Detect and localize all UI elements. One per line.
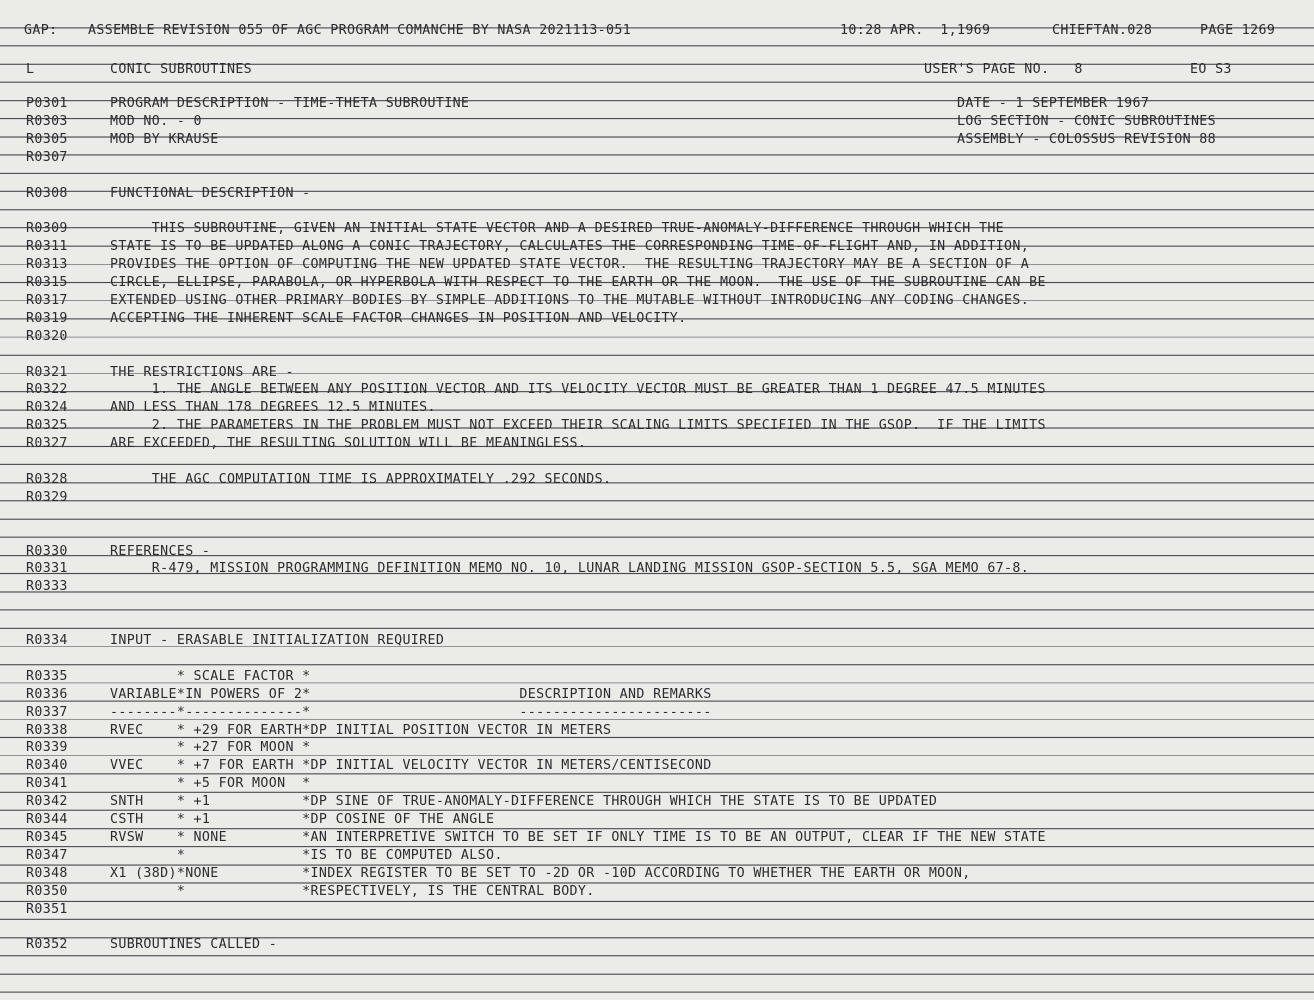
listing-line	[0, 202, 1314, 220]
listing-line	[0, 489, 1314, 507]
page-number: PAGE 1269	[1200, 23, 1276, 38]
line-right-note: ASSEMBLY - COLOSSUS REVISION 88	[957, 131, 1217, 147]
line-text: FUNCTIONAL DESCRIPTION -	[110, 185, 311, 201]
listing-line	[0, 220, 1314, 238]
line-label: R0328	[26, 471, 68, 487]
line-label: R0342	[26, 794, 68, 810]
line-label: R0324	[26, 400, 68, 416]
line-label: R0311	[26, 239, 68, 255]
page-header	[0, 22, 1314, 40]
listing-line	[0, 829, 1314, 847]
line-text: VVEC * +7 FOR EARTH *DP INITIAL VELOCITY VECTOR IN METERS/CENTISECOND	[110, 758, 712, 774]
line-label: R0336	[26, 686, 68, 702]
line-text: PROVIDES THE OPTION OF COMPUTING THE NEW UPDATED STATE VECTOR. THE RESULTING TRAJECTORY MAY BE A SECTION OF A	[110, 257, 1030, 273]
line-label: R0321	[26, 364, 68, 380]
line-label: R0331	[26, 561, 68, 577]
line-right-note: LOG SECTION - CONIC SUBROUTINES	[957, 113, 1217, 129]
line-text: THE AGC COMPUTATION TIME IS APPROXIMATELY .292 SECONDS.	[110, 471, 612, 487]
listing-line	[0, 256, 1314, 274]
listing-line	[0, 883, 1314, 901]
line-label: R0307	[26, 149, 68, 165]
listing-line	[0, 936, 1314, 954]
line-label: R0320	[26, 328, 68, 344]
listing-line	[0, 793, 1314, 811]
listing-line	[0, 274, 1314, 292]
listing-line	[0, 238, 1314, 256]
listing-line	[0, 596, 1314, 614]
listing-line	[0, 471, 1314, 489]
line-text: * +5 FOR MOON *	[110, 776, 311, 792]
line-label: R0325	[26, 418, 68, 434]
line-text: THIS SUBROUTINE, GIVEN AN INITIAL STATE VECTOR AND A DESIRED TRUE-ANOMALY-DIFFERENCE THROUGH WHICH THE	[110, 221, 1005, 237]
listing-line	[0, 399, 1314, 417]
listing-line	[0, 543, 1314, 561]
listing-line	[0, 328, 1314, 346]
line-label: R0333	[26, 579, 68, 595]
listing-line	[0, 722, 1314, 740]
users-page: USER'S PAGE NO. 8	[924, 62, 1083, 77]
line-text: SNTH * +1 *DP SINE OF TRUE-ANOMALY-DIFFERENCE THROUGH WHICH THE STATE IS TO BE UPDATED	[110, 794, 938, 810]
line-text: AND LESS THAN 178 DEGREES 12.5 MINUTES.	[110, 400, 436, 416]
line-text: CIRCLE, ELLIPSE, PARABOLA, OR HYPERBOLA WITH RESPECT TO THE EARTH OR THE MOON. THE USE OF THE SUBROUTINE CAN BE	[110, 275, 1046, 290]
listing-line	[0, 865, 1314, 883]
listing-line	[0, 757, 1314, 775]
line-label: R0322	[26, 382, 68, 398]
listing-line	[0, 417, 1314, 435]
listing-line	[0, 847, 1314, 865]
section-code: EO S3	[1190, 62, 1232, 77]
listing-line	[0, 95, 1314, 113]
line-text: RVSW * NONE *AN INTERPRETIVE SWITCH TO BE SET IF ONLY TIME IS TO BE AN OUTPUT, CLEAR IF THE NEW STATE	[110, 829, 1046, 845]
line-label: P0301	[26, 96, 68, 111]
listing-line	[0, 901, 1314, 919]
line-label: R0305	[26, 131, 68, 147]
line-label: R0313	[26, 257, 68, 273]
line-text: RVEC * +29 FOR EARTH*DP INITIAL POSITION VECTOR IN METERS	[110, 722, 612, 738]
line-label: R0344	[26, 812, 68, 827]
line-text: MOD BY KRAUSE	[110, 131, 219, 147]
line-text: --------*--------------* -----------------------	[110, 704, 712, 720]
line-text: EXTENDED USING OTHER PRIMARY BODIES BY SIMPLE ADDITIONS TO THE MUTABLE WITHOUT INTRODUCING ANY CODING CHANGES.	[110, 292, 1030, 308]
listing-line	[0, 704, 1314, 722]
line-label: R0339	[26, 740, 68, 756]
line-text: 1. THE ANGLE BETWEEN ANY POSITION VECTOR AND ITS VELOCITY VECTOR MUST BE GREATER THAN 1 DEGREE 47.5 MINUTES	[110, 382, 1046, 398]
listing-line	[0, 739, 1314, 757]
line-label: R0334	[26, 633, 68, 648]
line-text: THE RESTRICTIONS ARE -	[110, 364, 294, 380]
line-label: R0351	[26, 901, 68, 917]
line-label: R0303	[26, 113, 68, 129]
listing-line	[0, 775, 1314, 793]
line-label: R0340	[26, 758, 68, 774]
listing-line	[0, 435, 1314, 453]
line-label: R0337	[26, 704, 68, 720]
line-label: R0347	[26, 847, 68, 863]
line-label: R0317	[26, 292, 68, 308]
listing-line	[0, 686, 1314, 704]
line-text: * +27 FOR MOON *	[110, 740, 311, 756]
line-text: INPUT - ERASABLE INITIALIZATION REQUIRED	[110, 633, 445, 648]
line-label: R0315	[26, 275, 68, 290]
line-right-note: DATE - 1 SEPTEMBER 1967	[957, 96, 1150, 111]
section-title: CONIC SUBROUTINES	[110, 62, 253, 77]
line-label: R0308	[26, 185, 68, 201]
listing-line	[0, 632, 1314, 650]
listing-line	[0, 113, 1314, 131]
line-text: VARIABLE*IN POWERS OF 2* DESCRIPTION AND REMARKS	[110, 686, 712, 702]
listing-line	[0, 292, 1314, 310]
listing-line	[0, 453, 1314, 471]
line-text: R-479, MISSION PROGRAMMING DEFINITION MEMO NO. 10, LUNAR LANDING MISSION GSOP-SECTION 5.5, SGA MEMO 67-8.	[110, 561, 1030, 577]
assemble-info: ASSEMBLE REVISION 055 OF AGC PROGRAM COMANCHE BY NASA 2021113-051	[88, 23, 632, 38]
listing-line	[0, 185, 1314, 203]
line-text: * SCALE FACTOR *	[110, 668, 311, 684]
line-text: ARE EXCEEDED, THE RESULTING SOLUTION WILL BE MEANINGLESS.	[110, 436, 587, 452]
line-label: R0345	[26, 829, 68, 845]
listing-line	[0, 918, 1314, 936]
line-label: R0350	[26, 883, 68, 899]
section-letter: L	[26, 62, 35, 77]
listing-line	[0, 149, 1314, 167]
line-text: SUBROUTINES CALLED -	[110, 937, 278, 953]
chieftan-id: CHIEFTAN.028	[1052, 23, 1153, 38]
listing-line	[0, 650, 1314, 668]
line-text: REFERENCES -	[110, 543, 211, 559]
line-label: R0329	[26, 489, 68, 505]
listing-line	[0, 381, 1314, 399]
line-text: 2. THE PARAMETERS IN THE PROBLEM MUST NOT EXCEED THEIR SCALING LIMITS SPECIFIED IN THE GSOP. IF THE LIMITS	[110, 418, 1046, 434]
listing-line	[0, 811, 1314, 829]
line-text: MOD NO. - 0	[110, 113, 202, 129]
line-label: R0348	[26, 865, 68, 881]
line-text: CSTH * +1 *DP COSINE OF THE ANGLE	[110, 812, 495, 827]
listing-line	[0, 560, 1314, 578]
line-label: R0335	[26, 668, 68, 684]
line-label: R0341	[26, 776, 68, 792]
listing-line	[0, 614, 1314, 632]
line-text: ACCEPTING THE INHERENT SCALE FACTOR CHANGES IN POSITION AND VELOCITY.	[110, 310, 687, 326]
line-text: * *IS TO BE COMPUTED ALSO.	[110, 847, 503, 863]
line-text: PROGRAM DESCRIPTION - TIME-THETA SUBROUTINE	[110, 96, 470, 111]
line-label: R0319	[26, 310, 68, 326]
line-label: R0338	[26, 722, 68, 738]
line-text: STATE IS TO BE UPDATED ALONG A CONIC TRAJECTORY, CALCULATES THE CORRESPONDING TIME-OF-FLIGHT AND, IN ADDITION,	[110, 239, 1030, 255]
gap-label: GAP:	[24, 23, 58, 38]
line-text: * *RESPECTIVELY, IS THE CENTRAL BODY.	[110, 883, 595, 899]
listing-line	[0, 310, 1314, 328]
listing-line	[0, 364, 1314, 382]
line-label: R0352	[26, 937, 68, 953]
listing-line	[0, 578, 1314, 596]
listing-line	[0, 346, 1314, 364]
assembly-time: 10:28 APR. 1,1969	[840, 23, 991, 38]
listing-line	[0, 525, 1314, 543]
line-text: X1 (38D)*NONE *INDEX REGISTER TO BE SET TO -2D OR -10D ACCORDING TO WHETHER THE EARTH OR MOON,	[110, 865, 971, 881]
listing-line	[0, 131, 1314, 149]
line-label: R0327	[26, 436, 68, 452]
listing-line	[0, 167, 1314, 185]
listing-line	[0, 507, 1314, 525]
listing-line	[0, 668, 1314, 686]
section-header	[0, 61, 1314, 79]
line-label: R0309	[26, 221, 68, 237]
line-label: R0330	[26, 543, 68, 559]
